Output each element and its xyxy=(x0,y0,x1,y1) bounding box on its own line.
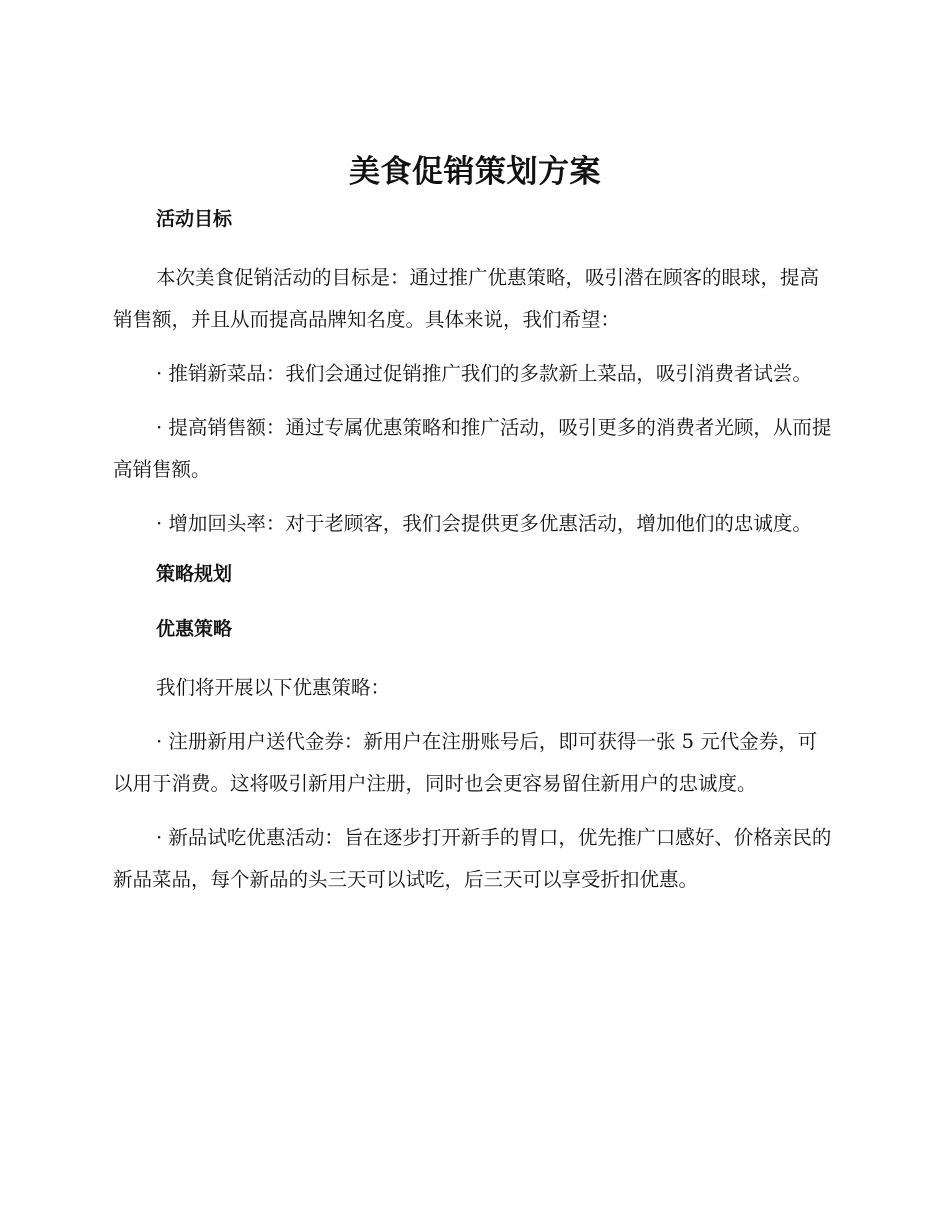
goals-intro-paragraph: 本次美食促销活动的目标是：通过推广优惠策略，吸引潜在顾客的眼球，提高销售额，并且从而提高品牌知名度。具体来说，我们希望： xyxy=(113,266,820,331)
section-heading-strategy-plan: 策略规划 xyxy=(156,563,233,585)
goal-item-new-dishes: · 推销新菜品：我们会通过促销推广我们的多款新上菜品，吸引消费者试尝。 xyxy=(156,362,812,385)
strategy-item-tasting: · 新品试吃优惠活动：旨在逐步打开新手的胃口，优先推广口感好、价格亲民的新品菜品，每个新品的头三天可以试吃，后三天可以享受折扣优惠。 xyxy=(113,826,832,891)
section-heading-goals: 活动目标 xyxy=(156,208,233,230)
goal-item-increase-sales: · 提高销售额：通过专属优惠策略和推广活动，吸引更多的消费者光顾，从而提高销售额。 xyxy=(113,416,832,481)
goal-item-return-rate: · 增加回头率：对于老顾客，我们会提供更多优惠活动，增加他们的忠诚度。 xyxy=(156,512,812,535)
strategy-intro-paragraph: 我们将开展以下优惠策略： xyxy=(156,676,391,699)
document-title: 美食促销策划方案 xyxy=(349,154,601,190)
document-body xyxy=(113,202,833,913)
section-heading-discount-strategy: 优惠策略 xyxy=(156,618,233,640)
strategy-item-voucher: · 注册新用户送代金券：新用户在注册账号后，即可获得一张 5 元代金券，可以用于消费。这将吸引新用户注册，同时也会更容易留住新用户的忠诚度。 xyxy=(113,730,818,795)
